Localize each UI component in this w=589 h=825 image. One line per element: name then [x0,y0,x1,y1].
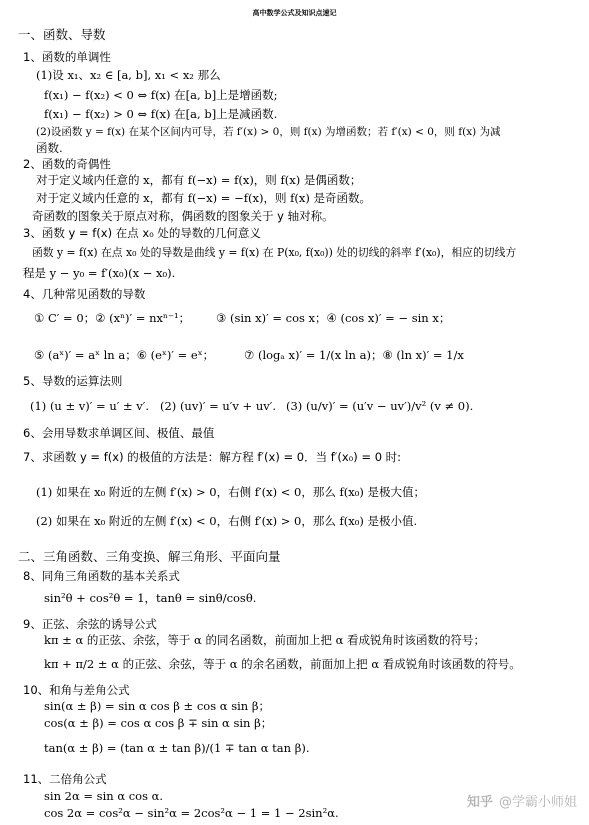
item-8-line-1: sin²θ + cos²θ = 1，tanθ = sinθ/cosθ. [44,591,257,605]
section-heading-trig: 二、三角函数、三角变换、解三角形、平面向量 [18,549,281,564]
section-heading-functions: 一、函数、导数 [18,27,106,42]
item-1-line-3: f(x₁) − f(x₂) > 0 ⇔ f(x) 在[a, b]上是减函数. [44,107,278,121]
item-6-heading: 6、会用导数求单调区间、极值、最值 [23,426,215,440]
zhihu-logo: 知乎 [466,795,493,810]
item-2-heading: 2、函数的奇偶性 [23,157,111,171]
item-1-line-5: 函数. [36,141,63,155]
item-1-line-2: f(x₁) − f(x₂) < 0 ⇔ f(x) 在[a, b]上是增函数; [44,88,278,102]
item-4-formula-1: ① C′ = 0；② (xⁿ)′ = nxⁿ⁻¹； [34,311,191,325]
item-4-formula-3: ⑤ (aˣ)′ = aˣ ln a；⑥ (eˣ)′ = eˣ； [34,348,215,362]
item-4-formula-4: ⑦ (logₐ x)′ = 1/(x ln a)；⑧ (ln x)′ = 1/x [244,348,464,362]
item-9-line-2: kπ + π/2 ± α 的正弦、余弦，等于 α 的余名函数，前面加上把 α 看成锐角时该函数的符号。 [44,657,521,671]
watermark [467,791,577,810]
item-10-line-3: tan(α ± β) = (tan α ± tan β)/(1 ∓ tan α tan β). [44,741,310,755]
item-4-heading: 4、几种常见函数的导数 [23,287,146,301]
item-10-line-1: sin(α ± β) = sin α cos β ± cos α sin β； [44,699,270,713]
item-9-heading: 9、正弦、余弦的诱导公式 [23,617,157,631]
watermark-author: @学霸小师姐 [498,795,577,810]
item-5-rule-2: (2) (uv)′ = u′v + uv′. [160,399,277,413]
item-2-line-1: 对于定义域内任意的 x，都有 f(−x) = f(x)，则 f(x) 是偶函数； [36,173,362,187]
item-3-line-2: 程是 y − y₀ = f′(x₀)(x − x₀). [23,266,176,280]
item-7-line-1: (1) 如果在 x₀ 附近的左侧 f′(x) > 0，右侧 f′(x) < 0，那么 f(x₀) 是极大值； [36,485,425,499]
item-10-line-2: cos(α ± β) = cos α cos β ∓ sin α sin β； [44,716,273,730]
item-2-line-2: 对于定义域内任意的 x，都有 f(−x) = −f(x)，则 f(x) 是奇函数。 [36,191,371,205]
item-2-line-3: 奇函数的图象关于原点对称，偶函数的图象关于 y 轴对称。 [32,209,334,223]
item-10-heading: 10、和角与差角公式 [23,683,130,697]
item-11-line-2: cos 2α = cos²α − sin²α = 2cos²α − 1 = 1 − 2sin²α. [44,806,339,820]
item-11-line-1: sin 2α = sin α cos α. [44,789,164,803]
item-8-heading: 8、同角三角函数的基本关系式 [23,569,180,583]
item-1-line-4: (2)设函数 y = f(x) 在某个区间内可导，若 f′(x) > 0，则 f(x) 为增函数；若 f′(x) < 0，则 f(x) 为减 [36,126,501,138]
page-title: 高中数学公式及知识点速记 [252,9,337,17]
item-5-rule-1: (1) (u ± v)′ = u′ ± v′. [30,399,150,413]
item-5-rule-3: (3) (u/v)′ = (u′v − uv′)/v² (v ≠ 0). [286,399,474,413]
item-3-heading: 3、函数 y = f(x) 在点 x₀ 处的导数的几何意义 [23,226,261,240]
item-1-heading: 1、函数的单调性 [23,50,111,64]
item-1-line-1: (1)设 x₁、x₂ ∈ [a, b], x₁ < x₂ 那么 [36,68,221,82]
item-7-line-2: (2) 如果在 x₀ 附近的左侧 f′(x) < 0，右侧 f′(x) > 0，那么 f(x₀) 是极小值. [36,514,418,528]
item-9-line-1: kπ ± α 的正弦、余弦，等于 α 的同名函数，前面加上把 α 看成锐角时该函数的符号； [44,633,486,647]
item-5-heading: 5、导数的运算法则 [23,374,123,388]
item-7-heading: 7、求函数 y = f(x) 的极值的方法是：解方程 f′(x) = 0．当 f′(x₀) = 0 时: [23,450,402,464]
item-3-line-1: 函数 y = f(x) 在点 x₀ 处的导数是曲线 y = f(x) 在 P(x₀, f(x₀)) 处的切线的斜率 f′(x₀)，相应的切线方 [32,246,517,259]
item-4-formula-2: ③ (sin x)′ = cos x；④ (cos x)′ = − sin x； [216,311,451,325]
item-11-heading: 11、二倍角公式 [23,772,107,786]
